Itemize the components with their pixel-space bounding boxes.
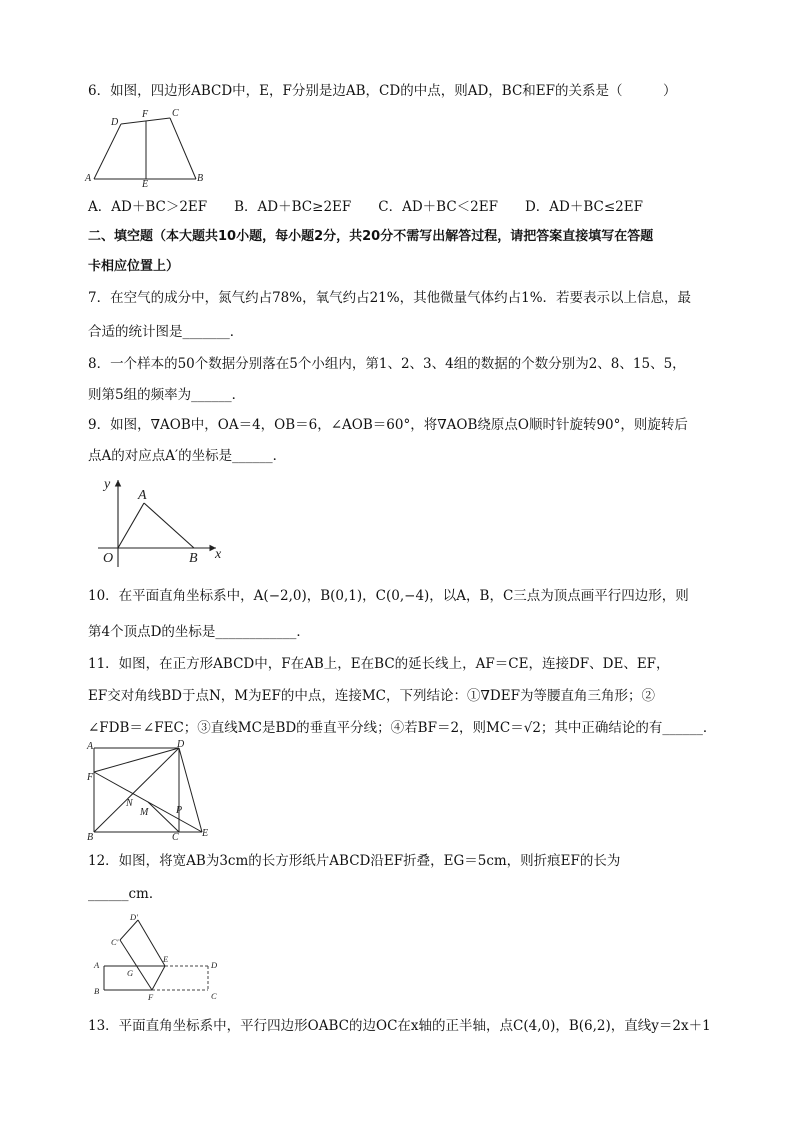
q11-line1: 11．如图，在正方形ABCD中，F在AB上，E在BC的延长线上，AF＝CE，连接DF、DE、EF，: [88, 656, 670, 672]
q12-label-g: G: [127, 968, 134, 978]
q10-line2: 第4个顶点D的坐标是____________．: [88, 624, 310, 640]
q11-label-e: E: [202, 828, 209, 839]
q11-label-p: P: [176, 805, 183, 816]
q8-line1: 8．一个样本的50个数据分别落在5个小组内，第1、2、3、4组的数据的个数分别为2、8、15、5，: [88, 356, 686, 372]
q12-label-d: D: [211, 960, 218, 970]
q12-label-a: A: [94, 960, 100, 970]
q8-line2: 则第5组的频率为______．: [88, 387, 246, 403]
q12-line2: ______cm．: [88, 886, 163, 902]
q9-label-x: x: [215, 547, 222, 562]
q11-line2: EF交对角线BD于点N，M为EF的中点，连接MC，下列结论：①∇DEF为等腰直角三角形；②: [88, 688, 655, 704]
q12-figure: [90, 912, 225, 1004]
q12-crease-ef: [152, 966, 165, 990]
q7-line1: 7．在空气的成分中，氮气约占78%，氧气约占21%，其他微量气体约占1%．若要表示以上信息，最: [88, 290, 692, 306]
q11-label-f: F: [87, 772, 94, 783]
q12-label-c-prime: C′: [111, 937, 119, 947]
q12-label-e: E: [163, 954, 169, 964]
q9-label-y: y: [104, 477, 111, 492]
q9-label-b: B: [189, 551, 198, 566]
q11-label-c: C: [172, 832, 179, 843]
q10-line1: 10．在平面直角坐标系中，A(−2,0)，B(0,1)，C(0,−4)，以A，B，C三点为顶点画平行四边形，则: [88, 588, 689, 604]
q9-label-o: O: [103, 551, 114, 566]
q9-figure: [88, 472, 228, 570]
q12-label-b: B: [94, 986, 100, 996]
q12-fold-c1f: [120, 940, 152, 990]
q11-label-m: M: [140, 807, 149, 818]
q6-label-b: B: [197, 173, 204, 184]
q11-line3: ∠FDB＝∠FEC；③直线MC是BD的垂直平分线；④若BF＝2，则MC＝√2；其中正确结论的有______．: [88, 720, 717, 736]
q6-text: 6．如图，四边形ABCD中，E，F分别是边AB，CD的中点，则AD，BC和EF的关系是（ ）: [88, 83, 677, 99]
section2-header-line1: 二、填空题（本大题共10小题，每小题2分，共20分不需写出解答过程，请把答案直接填写在答题: [88, 229, 654, 244]
q6-side-bc: [170, 118, 196, 179]
q12-line1: 12．如图，将宽AB为3cm的长方形纸片ABCD沿EF折叠，EG＝5cm，则折痕EF的长为: [88, 853, 621, 869]
q6-label-a: A: [85, 173, 92, 184]
q6-label-d: D: [111, 117, 119, 128]
q12-fold-c1d1: [120, 920, 138, 940]
q9-line1: 9．如图，∇AOB中，OA＝4，OB＝6，∠AOB＝60°，将∇AOB绕原点O顺时针旋转90°，则旋转后: [88, 417, 688, 433]
q9-label-a: A: [138, 488, 147, 503]
q11-label-d: D: [177, 739, 185, 750]
q11-label-a: A: [87, 741, 94, 752]
q13-line1: 13．平面直角坐标系中，平行四边形OABC的边OC在x轴的正半轴，点C(4,0)，B(6,2)，直线y＝2x＋1: [88, 1018, 711, 1034]
q11-segment-de: [179, 748, 202, 832]
q6-label-f: F: [142, 109, 149, 120]
q12-fold-d1e: [138, 920, 165, 966]
q12-label-f: F: [148, 992, 154, 1002]
q12-label-d-prime: D′: [130, 912, 138, 922]
q6-options: A．AD＋BC＞2EF B．AD＋BC≥2EF C．AD＋BC＜2EF D．AD＋BC≤2EF: [88, 199, 643, 215]
q6-side-da: [94, 124, 121, 179]
q6-label-c: C: [172, 108, 179, 119]
q9-side-oa: [118, 503, 144, 548]
q12-label-c: C: [211, 991, 217, 1001]
q11-label-b: B: [87, 832, 94, 843]
q9-line2: 点A的对应点A′的坐标是______．: [88, 448, 287, 464]
q6-figure: [84, 106, 214, 188]
q11-label-n: N: [126, 798, 133, 809]
q9-side-ab: [144, 503, 194, 548]
section2-header-line2: 卡相应位置上）: [88, 259, 180, 274]
q11-figure: [84, 739, 214, 843]
q7-line2: 合适的统计图是_______．: [88, 324, 244, 340]
q6-label-e: E: [142, 179, 149, 190]
